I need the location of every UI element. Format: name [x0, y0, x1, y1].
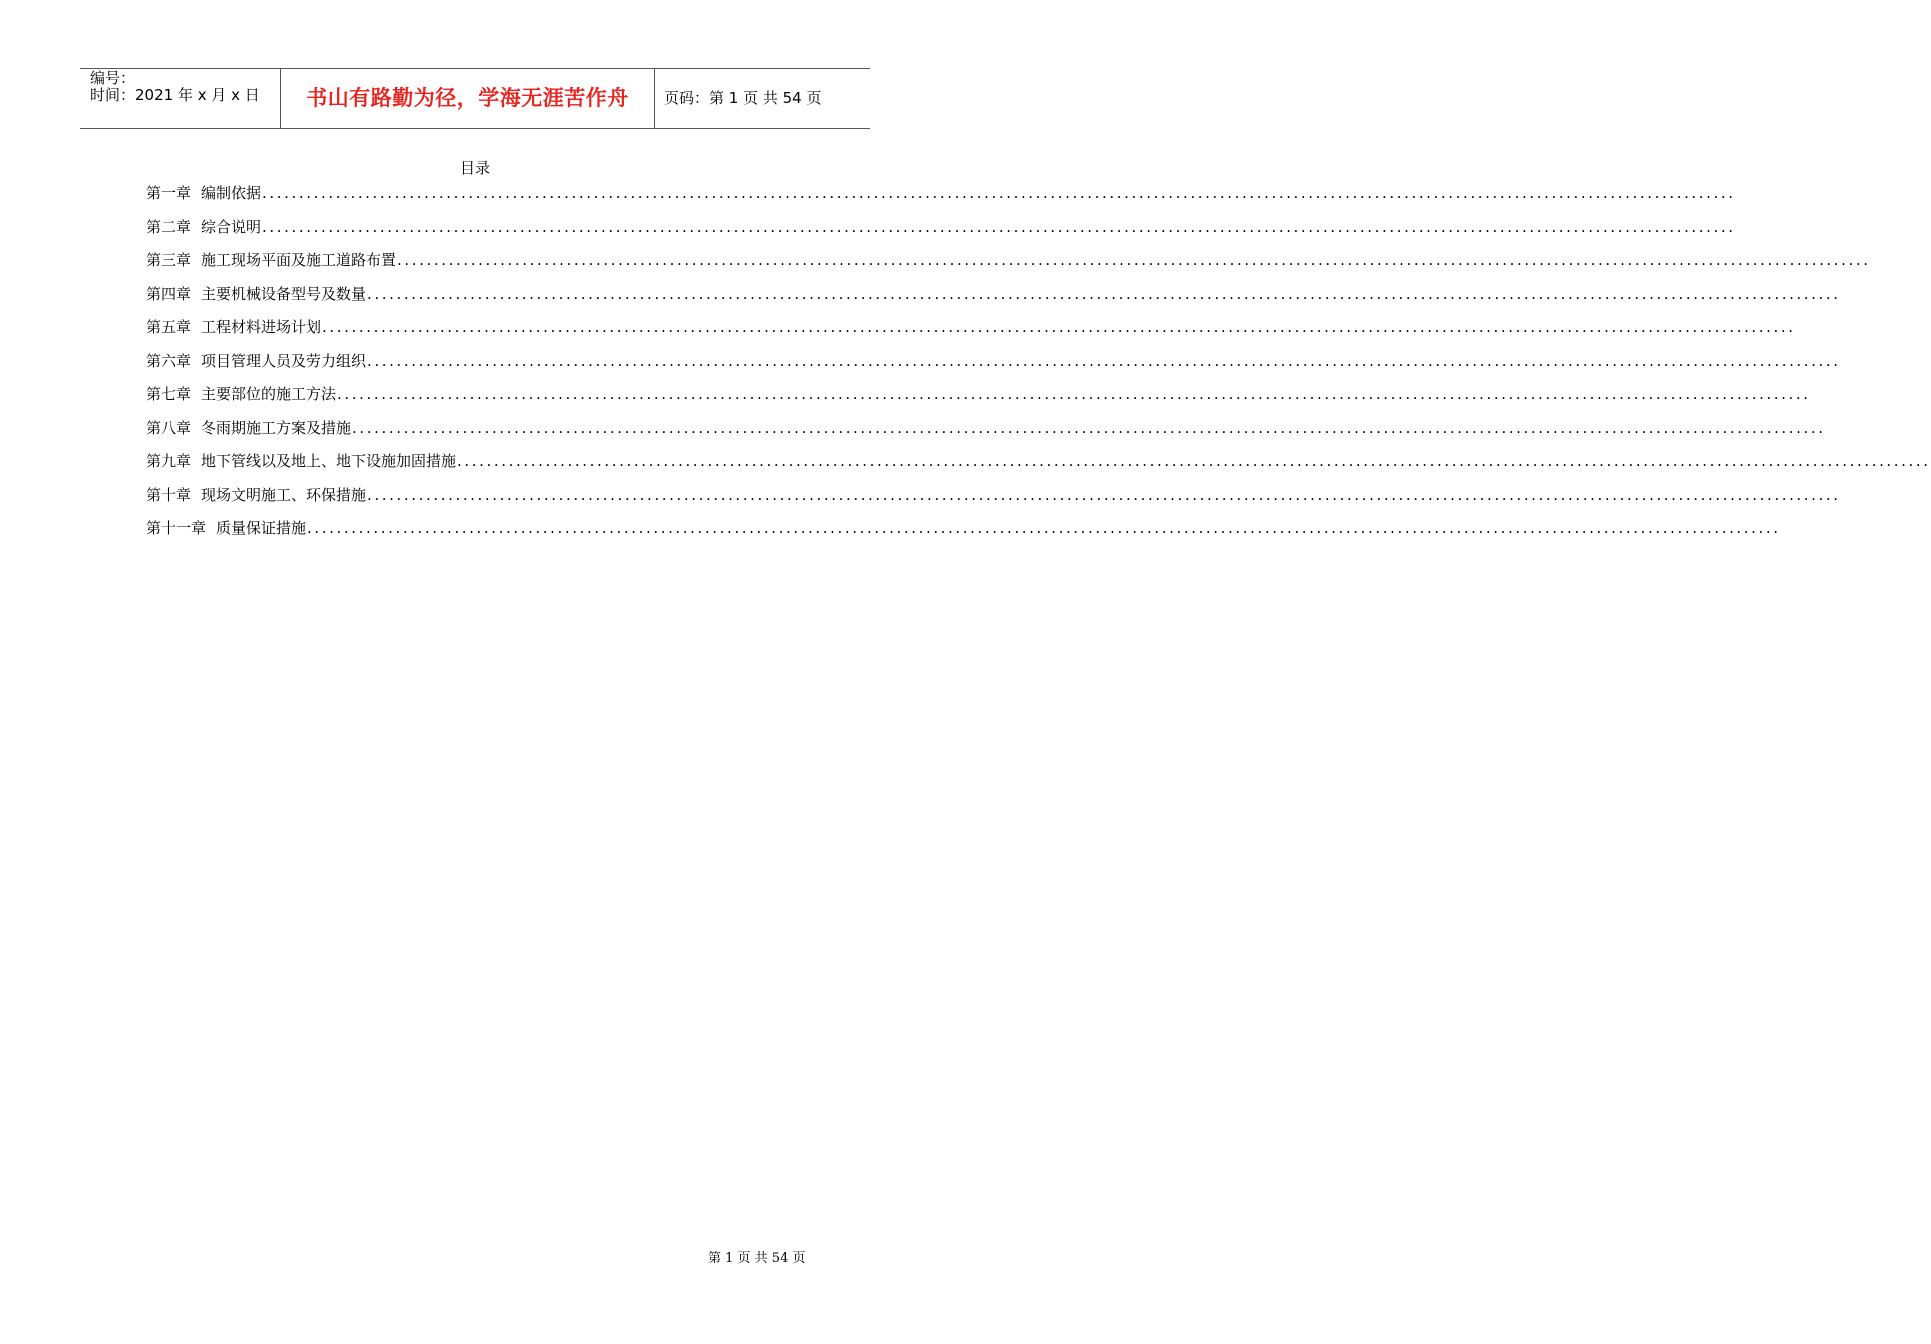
header-page-info: 页码：第 1 页 共 54 页	[664, 89, 822, 107]
serial-number-label: 编号：	[90, 69, 136, 87]
toc-chapter: 第六章	[146, 351, 192, 370]
toc-text: 主要部位的施工方法	[201, 385, 337, 403]
toc-text: 冬雨期施工方案及措施	[201, 418, 352, 437]
header-motto: 书山有路勤为径，学海无涯苦作舟	[281, 69, 655, 128]
header-info-cell	[80, 69, 281, 128]
toc-chapter: 第七章	[146, 385, 192, 403]
toc-title: 目录	[459, 159, 490, 177]
toc-chapter: 第二章	[146, 217, 192, 236]
toc-text: 项目管理人员及劳力组织	[201, 351, 367, 370]
toc-text: 主要机械设备型号及数量	[201, 284, 367, 303]
toc-chapter: 第一章	[146, 184, 192, 202]
toc-leader-dots: ........................................................................................................................................................................................................	[352, 418, 1826, 437]
toc-text: 施工现场平面及施工道路布置	[201, 251, 397, 269]
toc-chapter: 第三章	[146, 251, 192, 269]
toc-item[interactable]	[146, 482, 1841, 516]
toc-chapter: 第九章	[146, 452, 192, 470]
toc-chapter: 第八章	[146, 418, 192, 437]
toc-text: 工程材料进场计划	[201, 318, 322, 336]
toc-item[interactable]	[146, 281, 1841, 315]
toc-leader-dots: ........................................................................................................................................................................................................	[367, 284, 1841, 303]
toc-text: 编制依据	[201, 184, 262, 202]
toc-item[interactable]	[146, 314, 1796, 348]
toc-leader-dots: ........................................................................................................................................................................................................	[367, 485, 1841, 504]
toc-item[interactable]	[146, 348, 1841, 382]
toc-chapter: 第五章	[146, 318, 192, 336]
toc-text: 现场文明施工、环保措施	[201, 485, 367, 504]
toc-leader-dots: ........................................................................................................................................................................................................	[262, 217, 1736, 236]
toc-item[interactable]	[146, 180, 1736, 214]
toc-chapter: 第十章	[146, 485, 192, 504]
toc-chapter: 第四章	[146, 284, 192, 303]
toc-item[interactable]	[146, 415, 1826, 449]
page-footer: 第 1 页 共 54 页	[708, 1251, 806, 1266]
page-header	[80, 68, 870, 129]
toc-item[interactable]	[146, 214, 1736, 248]
toc-leader-dots: ........................................................................................................................................................................................................	[262, 184, 1736, 202]
toc-item[interactable]	[146, 448, 1931, 482]
toc-leader-dots: ........................................................................................................................................................................................................	[337, 385, 1811, 403]
toc-chapter: 第十一章	[146, 519, 207, 537]
toc-leader-dots: ........................................................................................................................................................................................................	[307, 519, 1781, 537]
toc-leader-dots: ........................................................................................................................................................................................................	[367, 351, 1841, 370]
table-of-contents	[146, 180, 1931, 549]
toc-item[interactable]	[146, 381, 1811, 415]
toc-item[interactable]	[146, 515, 1781, 549]
toc-leader-dots: ........................................................................................................................................................................................................	[322, 318, 1796, 336]
toc-text: 地下管线以及地上、地下设施加固措施	[201, 452, 457, 470]
toc-text: 质量保证措施	[216, 519, 307, 537]
toc-leader-dots: ........................................................................................................................................................................................................	[397, 251, 1871, 269]
time-label: 时间：2021 年 x 月 x 日	[90, 86, 260, 104]
toc-leader-dots: ........................................................................................................................................................................................................	[457, 452, 1931, 470]
toc-text: 综合说明	[201, 217, 262, 236]
toc-item[interactable]	[146, 247, 1871, 281]
